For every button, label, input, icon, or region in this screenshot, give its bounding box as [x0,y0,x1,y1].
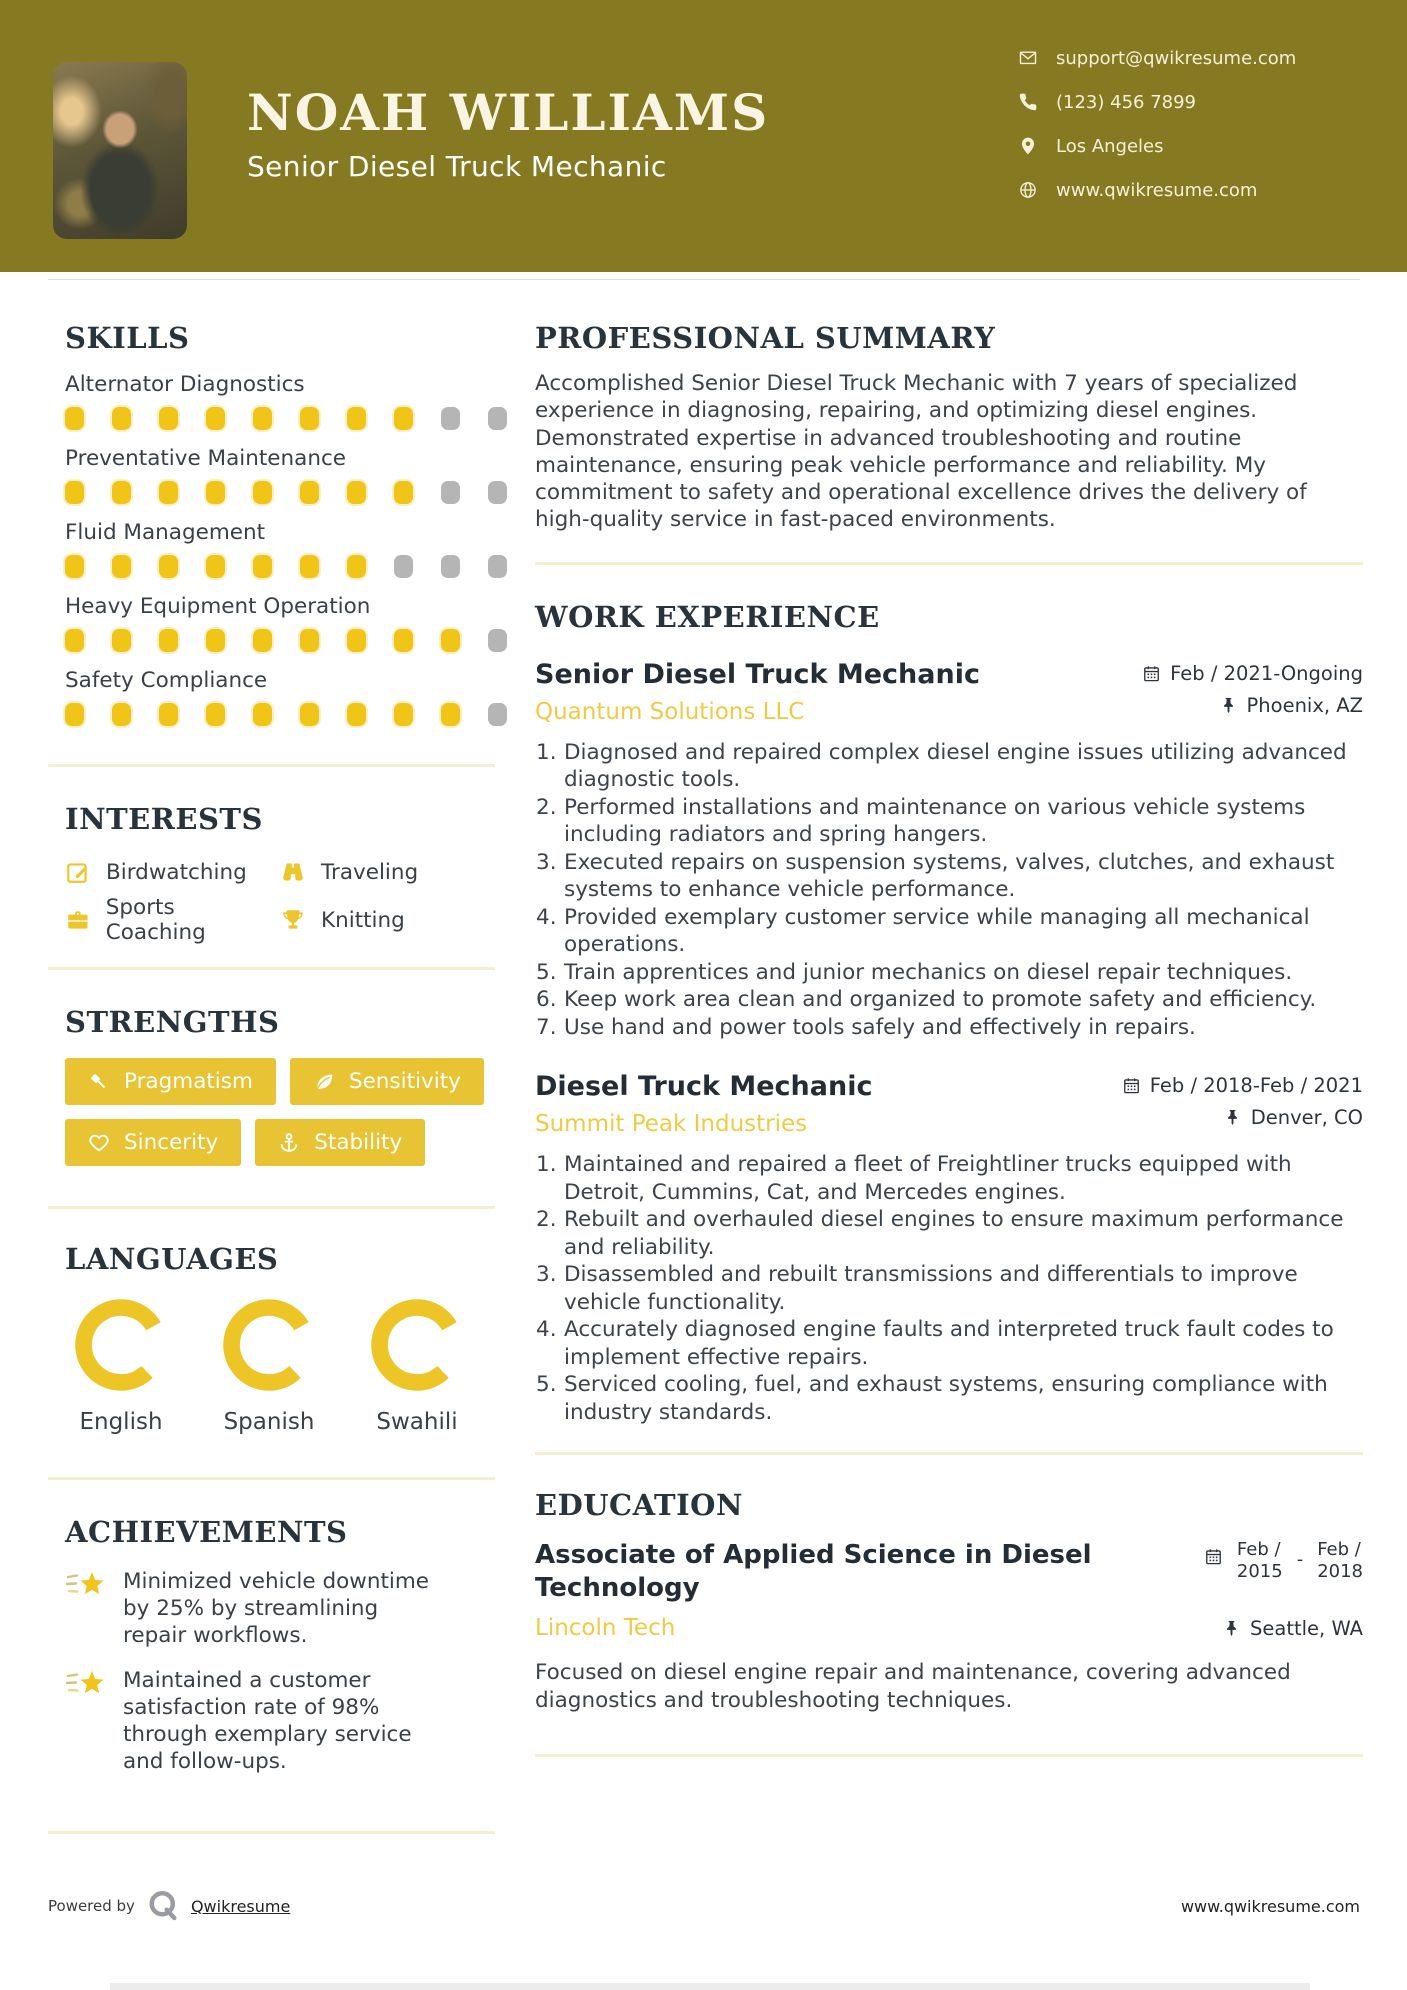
job-entry [535,1071,1363,1426]
skill-rating [65,629,508,652]
skill-rating [65,703,508,726]
contact-location [1018,132,1296,160]
section-divider [48,764,495,767]
calendar-icon [1142,664,1161,683]
job-bullets [535,1151,1363,1426]
skill-dot [206,703,225,726]
job-bullet: Train apprentices and junior mechanics on diesel repair techniques. [564,959,1293,985]
education-date-start: Feb / 2015 [1236,1539,1283,1583]
contact-email-text: support@qwikresume.com [1056,47,1297,69]
skill-dot [206,481,225,504]
skill-dot [159,481,178,504]
header-band [0,0,1407,272]
skill-dot [112,481,131,504]
footer [48,1888,1360,1924]
profile-photo [53,62,187,239]
shooting-star-icon [65,1667,107,1701]
skill-dot [300,629,319,652]
skill-dot [441,407,460,430]
job-date: Feb / 2018-Feb / 2021 [1122,1074,1363,1097]
job-bullet: Use hand and power tools safely and effectively in repairs. [564,1014,1196,1040]
pushpin-icon [1219,696,1238,715]
skill-dot [300,555,319,578]
contact-email[interactable] [1018,44,1296,72]
strengths-heading: STRENGTHS [65,1005,280,1039]
skill-dot [488,555,507,578]
skill-dot [441,703,460,726]
skill-dot [394,555,413,578]
skill-rating [65,555,508,578]
person-job-title: Senior Diesel Truck Mechanic [247,150,667,183]
job-location: Phoenix, AZ [1219,694,1363,717]
strength-chip: Sensitivity [290,1058,484,1105]
strength-chip: Sincerity [65,1119,241,1166]
pushpin-icon [1223,1108,1242,1127]
skill-dot [159,555,178,578]
job-bullet: Maintained and repaired a fleet of Freightliner trucks equipped with Detroit, Cummins, Cat, and Mercedes engines. [564,1152,1292,1205]
job-bullets [535,739,1363,1042]
job-bullet: Disassembled and rebuilt transmissions and differentials to improve vehicle functionality. [564,1262,1298,1315]
skill-dot [65,629,84,652]
gavel-icon [88,1071,110,1093]
language-item: Spanish [213,1293,325,1435]
skill-dot [394,629,413,652]
language-item: Swahili [361,1293,473,1435]
skill-dot [394,407,413,430]
anchor-icon [278,1132,300,1154]
achievements-heading: ACHIEVEMENTS [65,1515,348,1549]
skill-dot [347,407,366,430]
leaf-icon [313,1071,335,1093]
qwikresume-logo-icon[interactable] [145,1888,181,1924]
section-divider [48,967,495,970]
skill-dot [159,629,178,652]
footer-site-link[interactable]: www.qwikresume.com [1180,1896,1360,1916]
skill-dot [112,407,131,430]
section-divider [48,1477,495,1480]
job-location: Denver, CO [1223,1106,1363,1129]
section-divider [48,1206,495,1209]
briefcase-icon [65,907,91,933]
education-location: Seattle, WA [1222,1617,1363,1640]
language-item: English [65,1293,177,1435]
skill-dot [253,555,272,578]
job-bullet: Diagnosed and repaired complex diesel engine issues utilizing advanced diagnostic tools. [564,739,1347,793]
school-name: Lincoln Tech [535,1615,676,1642]
interest-item: Knitting [280,901,508,939]
heart-icon [88,1132,110,1154]
job-date: Feb / 2021-Ongoing [1142,662,1363,685]
contact-list [1018,44,1296,220]
language-arc [69,1293,173,1397]
skill-dot [112,629,131,652]
contact-location-text: Los Angeles [1056,135,1164,157]
section-divider [535,1754,1363,1757]
powered-by-label: Powered by [48,1897,135,1915]
skill-rating [65,481,508,504]
calendar-icon [1122,1076,1141,1095]
job-bullet: Serviced cooling, fuel, and exhaust systems, ensuring compliance with industry standards. [564,1372,1328,1425]
skill-dot [206,407,225,430]
strengths-list [65,1058,505,1166]
right-column [535,280,1363,1757]
location-icon [1018,136,1038,156]
skill-dot [112,703,131,726]
interest-item: Birdwatching [65,853,280,891]
skill-dot [394,481,413,504]
job-bullet: Accurately diagnosed engine faults and interpreted truck fault codes to implement effective repairs. [564,1317,1334,1370]
achievement-item: Maintained a customer satisfaction rate of 98% through exemplary service and follow-ups. [65,1667,508,1775]
skill-rating [65,407,508,430]
skill-dot [253,703,272,726]
skill-dot [159,407,178,430]
edit-icon [65,859,91,885]
experience-heading: WORK EXPERIENCE [535,599,880,634]
education-description: Focused on diesel engine repair and maintenance, covering advanced diagnostics and troubleshooting techniques. [535,1660,1291,1713]
job-bullet: Rebuilt and overhauled diesel engines to ensure maximum performance and reliability. [564,1207,1344,1260]
job-title: Diesel Truck Mechanic [535,1071,873,1103]
skill-dot [253,481,272,504]
skill-dot [65,555,84,578]
skills-heading: SKILLS [65,321,190,355]
degree-title: Associate of Applied Science in Diesel Technology [535,1540,1092,1604]
trophy-icon [280,907,306,933]
globe-icon [1018,180,1038,200]
job-company: Quantum Solutions LLC [535,698,805,725]
job-bullet: Provided exemplary customer service while managing all mechanical operations. [564,904,1310,958]
strength-chip: Stability [255,1119,425,1166]
job-company: Summit Peak Industries [535,1111,808,1138]
skill-dot [347,629,366,652]
education-entry [535,1539,1363,1714]
section-divider [535,1452,1363,1455]
skill-dot [206,629,225,652]
interest-item: Sports Coaching [65,901,280,939]
skill-dot [112,555,131,578]
interests-list [65,853,508,945]
job-bullet: Keep work area clean and organized to promote safety and efficiency. [564,987,1317,1013]
skill-dot [347,703,366,726]
education-dates [1204,1539,1363,1583]
bottom-strip [110,1983,1310,1990]
achievement-item: Minimized vehicle downtime by 25% by streamlining repair workflows. [65,1568,508,1649]
job-bullet: Performed installations and maintenance on various vehicle systems including radiators and spring hangers. [564,794,1306,848]
email-icon [1018,48,1038,68]
languages-heading: LANGUAGES [65,1242,279,1276]
job-title: Senior Diesel Truck Mechanic [535,658,980,690]
skill-dot [300,407,319,430]
left-column [48,280,508,1834]
skill-dot [300,481,319,504]
calendar-icon [1204,1547,1223,1566]
skill-item: Fluid Management [65,520,508,578]
skill-dot [159,703,178,726]
shooting-star-icon [65,1568,107,1602]
skill-item: Alternator Diagnostics [65,372,508,430]
skill-dot [65,703,84,726]
skill-dot [253,407,272,430]
skill-dot [441,481,460,504]
contact-phone-text: (123) 456 7899 [1056,91,1197,113]
skill-dot [253,629,272,652]
pushpin-icon [1222,1619,1241,1638]
skill-item: Preventative Maintenance [65,446,508,504]
strength-chip: Pragmatism [65,1058,276,1105]
skill-dot [488,703,507,726]
contact-phone[interactable] [1018,88,1296,116]
skill-dot [441,629,460,652]
summary-text: Accomplished Senior Diesel Truck Mechanic with 7 years of specialized experience in diagnosing, repairing, and optimizing diesel engines. Demonstrated expertise in advanced troubleshooting and routine maintenance, ensuring peak vehicle performance and reliability. My commitment to safety and operational excellence drives the delivery of high-quality service in fast-paced environments. [535,371,1307,533]
interests-heading: INTERESTS [65,802,263,836]
education-heading: EDUCATION [535,1488,743,1523]
language-arc [217,1293,321,1397]
contact-website[interactable] [1018,176,1296,204]
education-date-end: Feb / 2018 [1317,1539,1363,1583]
job-bullet: Executed repairs on suspension systems, valves, clutches, and exhaust systems to enhance vehicle performance. [564,849,1335,903]
skill-item: Safety Compliance [65,668,508,726]
skill-dot [488,629,507,652]
languages-list [65,1293,508,1435]
skill-dot [488,407,507,430]
skill-dot [441,555,460,578]
binoculars-icon [280,859,306,885]
skill-dot [65,481,84,504]
skill-dot [394,703,413,726]
section-divider [535,562,1363,565]
skill-dot [347,555,366,578]
skill-dot [65,407,84,430]
qwikresume-brand-link[interactable]: Qwikresume [190,1896,291,1916]
language-arc [365,1293,469,1397]
interest-item: Traveling [280,853,508,891]
skill-item: Heavy Equipment Operation [65,594,508,652]
skill-dot [300,703,319,726]
phone-icon [1018,92,1038,112]
skill-dot [488,481,507,504]
section-divider [48,1831,495,1834]
skill-dot [206,555,225,578]
skill-dot [347,481,366,504]
summary-heading: PROFESSIONAL SUMMARY [535,321,996,355]
date-separator: - [1296,1549,1304,1571]
job-entry [535,659,1363,1042]
contact-website-text: www.qwikresume.com [1056,179,1258,201]
person-name: NOAH WILLIAMS [247,83,770,142]
